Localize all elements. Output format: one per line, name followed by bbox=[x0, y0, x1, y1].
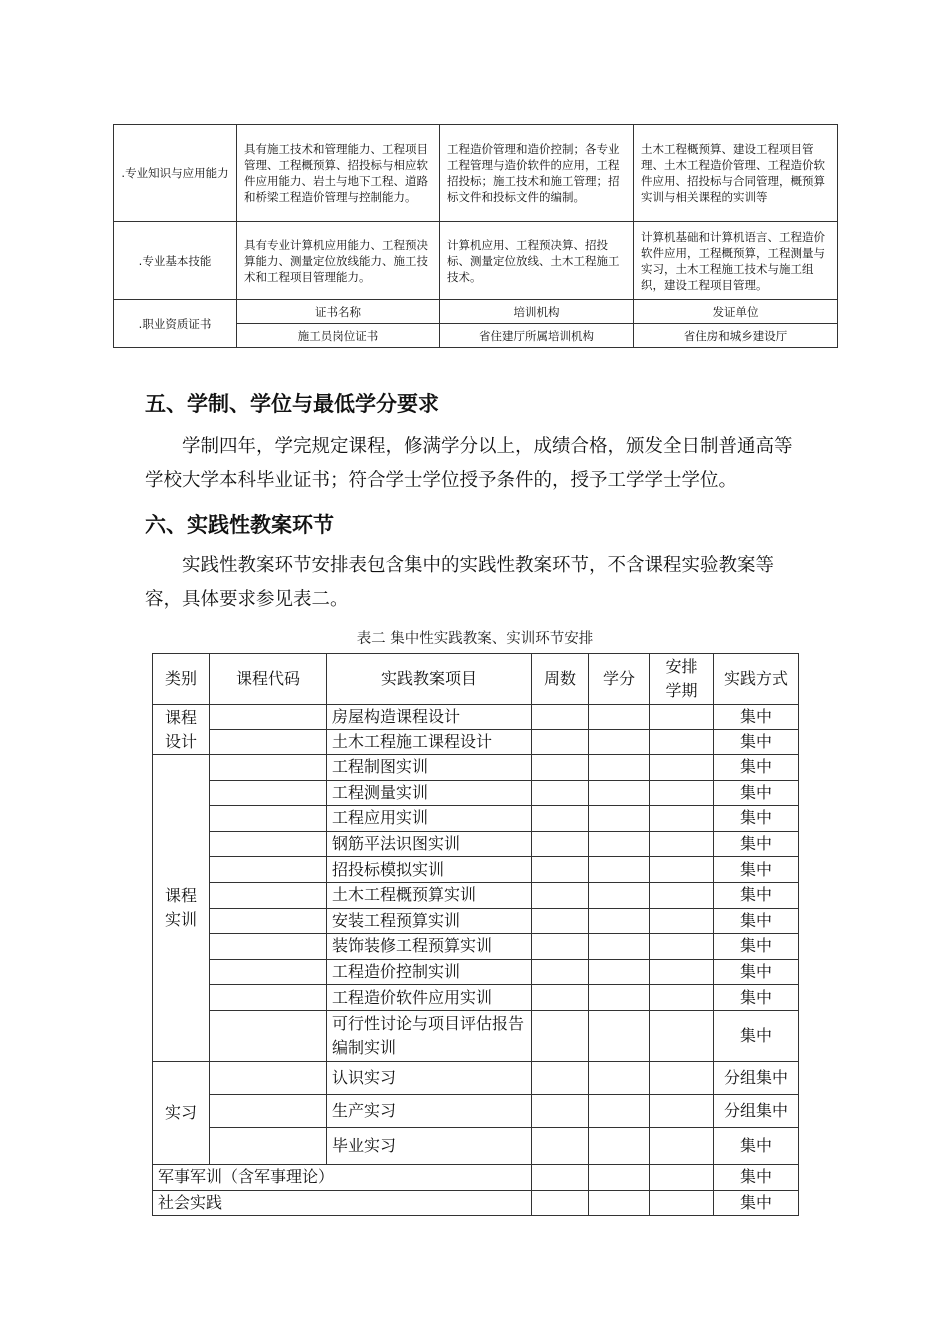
credits-cell bbox=[589, 882, 650, 908]
header-code: 课程代码 bbox=[210, 654, 327, 705]
category-cell: .职业资质证书 bbox=[114, 300, 237, 348]
semester-cell bbox=[650, 831, 714, 857]
method-cell: 集中 bbox=[714, 705, 799, 730]
table-row bbox=[153, 780, 799, 806]
header-semester: 安排学期 bbox=[650, 654, 714, 705]
semester-cell bbox=[650, 959, 714, 985]
table-row bbox=[153, 1190, 799, 1216]
method-cell: 集中 bbox=[714, 1010, 799, 1061]
table-row bbox=[153, 730, 799, 755]
credits-cell bbox=[589, 831, 650, 857]
weeks-cell bbox=[532, 1061, 589, 1094]
cert-agency: 省住建厅所属培训机构 bbox=[440, 324, 634, 348]
code-cell bbox=[210, 1061, 327, 1094]
content-cell: 计算机应用、工程预决算、招投标、测量定位放线、土木工程施工技术。 bbox=[440, 222, 634, 300]
header-project: 实践教案项目 bbox=[327, 654, 532, 705]
header-type: 类别 bbox=[153, 654, 210, 705]
code-cell bbox=[210, 985, 327, 1011]
weeks-cell bbox=[532, 780, 589, 806]
table-row bbox=[153, 755, 799, 781]
method-cell: 集中 bbox=[714, 882, 799, 908]
credits-cell bbox=[589, 1061, 650, 1094]
semester-cell bbox=[650, 1190, 714, 1216]
code-cell bbox=[210, 1127, 327, 1164]
method-cell: 集中 bbox=[714, 1164, 799, 1190]
table-row bbox=[153, 1094, 799, 1127]
project-cell: 工程测量实训 bbox=[327, 780, 532, 806]
project-cell: 工程造价软件应用实训 bbox=[327, 985, 532, 1011]
method-cell: 集中 bbox=[714, 806, 799, 832]
credits-cell bbox=[589, 1190, 650, 1216]
weeks-cell bbox=[532, 1190, 589, 1216]
table-row bbox=[153, 908, 799, 934]
method-cell: 集中 bbox=[714, 959, 799, 985]
content-cell: 工程造价管理和造价控制；各专业工程管理与造价软件的应用，工程招投标；施工技术和施工管理；招标文件和投标文件的编制。 bbox=[440, 125, 634, 222]
method-cell: 集中 bbox=[714, 908, 799, 934]
category-cell: .专业知识与应用能力 bbox=[114, 125, 237, 222]
table-header-row bbox=[153, 654, 799, 705]
header-credits: 学分 bbox=[589, 654, 650, 705]
table-caption: 表二 集中性实践教案、实训环节安排 bbox=[356, 631, 594, 647]
code-cell bbox=[210, 806, 327, 832]
weeks-cell bbox=[532, 959, 589, 985]
weeks-cell bbox=[532, 806, 589, 832]
header-weeks: 周数 bbox=[532, 654, 589, 705]
semester-cell bbox=[650, 908, 714, 934]
cert-name: 施工员岗位证书 bbox=[237, 324, 440, 348]
table-row bbox=[114, 222, 838, 300]
table-row bbox=[153, 806, 799, 832]
table-row bbox=[153, 1010, 799, 1061]
semester-cell bbox=[650, 780, 714, 806]
code-cell bbox=[210, 934, 327, 960]
weeks-cell bbox=[532, 985, 589, 1011]
cert-header-agency: 培训机构 bbox=[440, 300, 634, 324]
credits-cell bbox=[589, 755, 650, 781]
project-cell: 工程造价控制实训 bbox=[327, 959, 532, 985]
semester-cell bbox=[650, 1061, 714, 1094]
table-row bbox=[114, 125, 838, 222]
code-cell bbox=[210, 780, 327, 806]
ability-cell: 具有专业计算机应用能力、工程预决算能力、测量定位放线能力、施工技术和工程项目管理能力。 bbox=[237, 222, 440, 300]
project-cell: 土木工程概预算实训 bbox=[327, 882, 532, 908]
weeks-cell bbox=[532, 705, 589, 730]
cert-header-issuer: 发证单位 bbox=[634, 300, 838, 324]
semester-cell bbox=[650, 882, 714, 908]
credits-cell bbox=[589, 780, 650, 806]
project-cell: 认识实习 bbox=[327, 1061, 532, 1094]
table-row bbox=[153, 705, 799, 730]
credits-cell bbox=[589, 857, 650, 883]
social-practice-label: 社会实践 bbox=[153, 1190, 532, 1216]
semester-cell bbox=[650, 806, 714, 832]
credits-cell bbox=[589, 730, 650, 755]
group-internship: 实习 bbox=[153, 1061, 210, 1164]
code-cell bbox=[210, 908, 327, 934]
method-cell: 分组集中 bbox=[714, 1061, 799, 1094]
weeks-cell bbox=[532, 730, 589, 755]
method-cell: 集中 bbox=[714, 730, 799, 755]
table-row bbox=[153, 1127, 799, 1164]
semester-cell bbox=[650, 857, 714, 883]
credits-cell bbox=[589, 1127, 650, 1164]
semester-cell bbox=[650, 985, 714, 1011]
semester-cell bbox=[650, 1164, 714, 1190]
ability-table bbox=[113, 124, 838, 348]
table-row bbox=[153, 882, 799, 908]
section-5-paragraph: 学制四年，学完规定课程，修满学分以上，成绩合格，颁发全日制普通高等学校大学本科毕业证书；符合学士学位授予条件的，授予工学学士学位。 bbox=[145, 436, 793, 491]
semester-cell bbox=[650, 1127, 714, 1164]
weeks-cell bbox=[532, 831, 589, 857]
project-cell: 工程制图实训 bbox=[327, 755, 532, 781]
courses-cell: 计算机基础和计算机语言、工程造价软件应用，工程概预算，工程测量与实习，土木工程施工技术与施工组织，建设工程项目管理。 bbox=[634, 222, 838, 300]
code-cell bbox=[210, 755, 327, 781]
credits-cell bbox=[589, 934, 650, 960]
project-cell: 房屋构造课程设计 bbox=[327, 705, 532, 730]
code-cell bbox=[210, 831, 327, 857]
project-cell: 工程应用实训 bbox=[327, 806, 532, 832]
table-row bbox=[153, 959, 799, 985]
method-cell: 集中 bbox=[714, 934, 799, 960]
credits-cell bbox=[589, 908, 650, 934]
cert-header-name: 证书名称 bbox=[237, 300, 440, 324]
weeks-cell bbox=[532, 882, 589, 908]
project-cell: 钢筋平法识图实训 bbox=[327, 831, 532, 857]
code-cell bbox=[210, 959, 327, 985]
courses-cell: 土木工程概预算、建设工程项目管理、土木工程造价管理、工程造价软件应用、招投标与合同管理，概预算实训与相关课程的实训等 bbox=[634, 125, 838, 222]
semester-cell bbox=[650, 705, 714, 730]
semester-cell bbox=[650, 730, 714, 755]
table-row bbox=[153, 831, 799, 857]
certificate-header-row bbox=[114, 300, 838, 324]
header-method: 实践方式 bbox=[714, 654, 799, 705]
credits-cell bbox=[589, 959, 650, 985]
section-5-heading: 五、学制、学位与最低学分要求 bbox=[145, 392, 439, 416]
table-row bbox=[153, 1061, 799, 1094]
table-row bbox=[153, 934, 799, 960]
cert-issuer: 省住房和城乡建设厅 bbox=[634, 324, 838, 348]
semester-cell bbox=[650, 1010, 714, 1061]
project-cell: 可行性讨论与项目评估报告编制实训 bbox=[327, 1010, 532, 1061]
weeks-cell bbox=[532, 857, 589, 883]
category-cell: .专业基本技能 bbox=[114, 222, 237, 300]
ability-cell: 具有施工技术和管理能力、工程项目管理、工程概预算、招投标与相应软件应用能力、岩土与地下工程、道路和桥梁工程造价管理与控制能力。 bbox=[237, 125, 440, 222]
table-row bbox=[153, 857, 799, 883]
project-cell: 毕业实习 bbox=[327, 1127, 532, 1164]
method-cell: 集中 bbox=[714, 1190, 799, 1216]
credits-cell bbox=[589, 705, 650, 730]
weeks-cell bbox=[532, 1127, 589, 1164]
code-cell bbox=[210, 882, 327, 908]
weeks-cell bbox=[532, 1164, 589, 1190]
section-6-paragraph: 实践性教案环节安排表包含集中的实践性教案环节，不含课程实验教案等容，具体要求参见表二。 bbox=[145, 555, 775, 610]
method-cell: 分组集中 bbox=[714, 1094, 799, 1127]
weeks-cell bbox=[532, 1094, 589, 1127]
project-cell: 土木工程施工课程设计 bbox=[327, 730, 532, 755]
practice-table bbox=[152, 653, 799, 1216]
weeks-cell bbox=[532, 908, 589, 934]
group-training: 课程实训 bbox=[153, 755, 210, 1062]
code-cell bbox=[210, 705, 327, 730]
table-row bbox=[153, 985, 799, 1011]
group-design: 课程设计 bbox=[153, 705, 210, 755]
code-cell bbox=[210, 730, 327, 755]
military-training-label: 军事军训（含军事理论） bbox=[153, 1164, 532, 1190]
project-cell: 装饰装修工程预算实训 bbox=[327, 934, 532, 960]
semester-cell bbox=[650, 934, 714, 960]
project-cell: 安装工程预算实训 bbox=[327, 908, 532, 934]
method-cell: 集中 bbox=[714, 857, 799, 883]
table-row bbox=[153, 1164, 799, 1190]
method-cell: 集中 bbox=[714, 755, 799, 781]
weeks-cell bbox=[532, 934, 589, 960]
method-cell: 集中 bbox=[714, 1127, 799, 1164]
credits-cell bbox=[589, 1094, 650, 1127]
credits-cell bbox=[589, 985, 650, 1011]
method-cell: 集中 bbox=[714, 985, 799, 1011]
section-6-heading: 六、实践性教案环节 bbox=[145, 513, 334, 537]
code-cell bbox=[210, 1010, 327, 1061]
method-cell: 集中 bbox=[714, 831, 799, 857]
credits-cell bbox=[589, 1010, 650, 1061]
method-cell: 集中 bbox=[714, 780, 799, 806]
weeks-cell bbox=[532, 1010, 589, 1061]
semester-cell bbox=[650, 755, 714, 781]
project-cell: 招投标模拟实训 bbox=[327, 857, 532, 883]
code-cell bbox=[210, 857, 327, 883]
weeks-cell bbox=[532, 755, 589, 781]
credits-cell bbox=[589, 806, 650, 832]
project-cell: 生产实习 bbox=[327, 1094, 532, 1127]
code-cell bbox=[210, 1094, 327, 1127]
semester-cell bbox=[650, 1094, 714, 1127]
credits-cell bbox=[589, 1164, 650, 1190]
